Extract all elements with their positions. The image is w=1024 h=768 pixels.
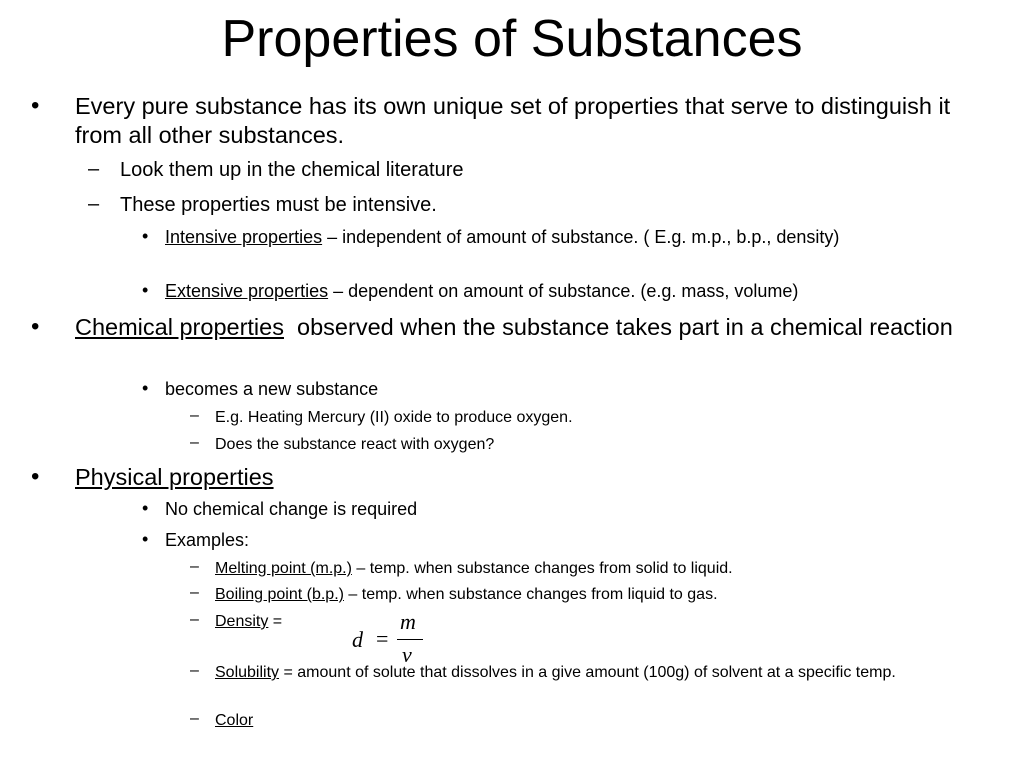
item-text xyxy=(215,710,955,731)
term-description: = xyxy=(268,613,283,630)
item-text: E.g. Heating Mercury (II) oxide to produce oxygen. xyxy=(215,409,573,426)
item-text xyxy=(165,226,965,249)
formula-lhs: d xyxy=(352,627,363,652)
dash: – xyxy=(190,662,199,679)
dash: – xyxy=(190,584,199,601)
bullet: • xyxy=(142,226,149,246)
term-intensive-properties: Intensive properties xyxy=(165,227,323,247)
term-description: – temp. when substance changes from liquid to gas. xyxy=(343,586,718,603)
dash: – xyxy=(190,407,199,424)
dash: – xyxy=(190,434,199,451)
density-formula xyxy=(352,609,432,668)
item-text xyxy=(215,611,955,632)
term-description: – independent of amount of substance. ( E.g. m.p., b.p., density) xyxy=(322,227,840,247)
term-description: – dependent on amount of substance. (e.g. mass, volume) xyxy=(328,281,799,301)
term-color: Color xyxy=(215,712,254,729)
item-text xyxy=(75,463,975,492)
term-description: observed when the substance takes part in a chemical reaction xyxy=(283,314,953,340)
item-text: Look them up in the chemical literature xyxy=(120,159,464,181)
formula-denominator: v xyxy=(402,642,412,667)
bullet: • xyxy=(31,463,40,490)
term-description: = amount of solute that dissolves in a give amount (100g) of solvent at a specific temp. xyxy=(279,664,896,681)
item-text: No chemical change is required xyxy=(165,499,418,519)
item-text: These properties must be intensive. xyxy=(120,194,437,216)
dash: – xyxy=(88,158,100,180)
term-physical-properties: Physical properties xyxy=(75,464,274,490)
item-text: Does the substance react with oxygen? xyxy=(215,436,495,453)
fraction-bar xyxy=(397,639,423,640)
item-text xyxy=(215,584,955,605)
term-chemical-properties: Chemical properties xyxy=(75,314,284,340)
item-text xyxy=(215,662,955,683)
term-solubility: Solubility xyxy=(215,664,280,681)
bullet: • xyxy=(142,529,149,549)
bullet: • xyxy=(142,280,149,300)
formula-equals: = xyxy=(376,626,389,651)
term-melting-point: Melting point (m.p.) xyxy=(215,560,352,577)
slide-title: Properties of Substances xyxy=(221,10,803,68)
item-text xyxy=(215,558,955,579)
item-text: Every pure substance has its own unique set of properties that serve to distinguish it from all other substances. xyxy=(75,93,951,148)
formula-numerator: m xyxy=(400,609,416,634)
dash: – xyxy=(190,611,199,628)
bullet: • xyxy=(31,313,40,340)
term-density: Density xyxy=(215,613,269,630)
bullet: • xyxy=(31,92,40,119)
item-text: becomes a new substance xyxy=(165,379,379,399)
term-extensive-properties: Extensive properties xyxy=(165,281,329,301)
item-text: Examples: xyxy=(165,530,250,550)
dash: – xyxy=(190,710,199,727)
item-text xyxy=(165,280,965,303)
bullet: • xyxy=(142,498,149,518)
bullet: • xyxy=(142,378,149,398)
item-text xyxy=(75,313,975,342)
term-boiling-point: Boiling point (b.p.) xyxy=(215,586,344,603)
dash: – xyxy=(190,558,199,575)
term-description: – temp. when substance changes from solid to liquid. xyxy=(351,560,733,577)
dash: – xyxy=(88,193,100,215)
